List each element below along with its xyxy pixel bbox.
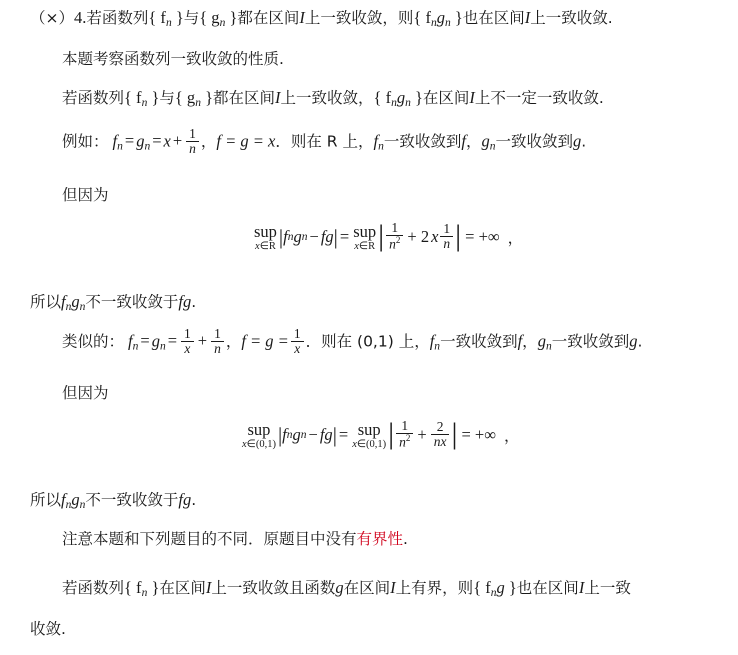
- p10-fn-close: }: [147, 578, 160, 597]
- p10-fg-close: }: [504, 578, 517, 597]
- paragraph-6-example: [62, 328, 642, 357]
- paragraph-4-text: 但因为: [62, 186, 109, 204]
- f1-minus: −: [309, 227, 319, 247]
- p6-frac2-den: [211, 341, 224, 356]
- f1-equals-infinity: = +∞: [465, 227, 500, 247]
- paragraph-2: [62, 88, 604, 111]
- p3-g-sub: n: [144, 140, 151, 153]
- p10-text-g: 上一致: [584, 579, 631, 597]
- p3-tail-a: 则在 R 上，: [290, 132, 374, 151]
- f2-big-abs-close: |: [451, 417, 458, 451]
- p8-fg: fg: [178, 490, 192, 509]
- p2-text-e: 在区间: [422, 89, 470, 107]
- p6-tail-b: 一致收敛到: [440, 332, 518, 351]
- p6-frac2-num: 1: [214, 326, 221, 341]
- p10-fg-open: { f: [473, 578, 491, 597]
- p2-gn-close: }: [200, 88, 213, 107]
- p10-fn-open: { f: [124, 578, 142, 597]
- p8-text-b: 不一致收敛于: [85, 491, 179, 509]
- p3-tail-b: 一致收敛到: [383, 132, 462, 151]
- paragraph-4: [62, 186, 109, 205]
- p10-text-a: 若函数列: [62, 579, 125, 597]
- p2-fg-close: }: [410, 88, 423, 107]
- paragraph-9-note: [62, 530, 408, 549]
- f1-big-abs-open: |: [378, 219, 385, 253]
- f2-big-abs-open: |: [388, 417, 395, 451]
- f1-sup-limit-2: x∈R: [354, 240, 376, 252]
- p10-fn-sub: n: [141, 587, 148, 600]
- p3-f: f: [112, 131, 118, 151]
- p6-frac3-num: 1: [293, 326, 301, 341]
- paragraph-5: [30, 292, 196, 315]
- p10-interval-1: I: [205, 578, 212, 597]
- p6-label: 类似的：: [62, 332, 125, 351]
- answer-mark: （×）: [30, 9, 74, 27]
- p8-text-c: .: [191, 491, 197, 509]
- p3-comma-2: ．: [275, 132, 291, 151]
- p8-f: f: [61, 490, 66, 509]
- p3-tail-d: .: [581, 132, 587, 151]
- p2-gn-open: { g: [174, 88, 196, 107]
- p2-interval-1: I: [275, 88, 281, 107]
- p6-tail-gn-sub: n: [545, 340, 552, 353]
- p10-fg-g: g: [496, 578, 505, 597]
- p2-fn-close: }: [147, 88, 160, 107]
- p10-text-b: 在区间: [159, 579, 206, 597]
- paragraph-10: [62, 578, 631, 601]
- p3-plus: +: [172, 131, 183, 151]
- title-text-f: 上一致收敛.: [530, 9, 613, 27]
- p6-fraction-1-over-x: [181, 327, 194, 356]
- p6-tail-fn: f: [429, 331, 435, 351]
- p5-f-sub: n: [65, 301, 72, 314]
- f2-abs-open: |: [277, 423, 283, 448]
- p8-text-a: 所以: [30, 491, 62, 509]
- p6-tail-d: .: [637, 332, 643, 351]
- p3-g: g: [136, 131, 145, 151]
- f1-sup-text-1: sup: [254, 222, 277, 242]
- p3-f-sub: n: [117, 140, 123, 153]
- p3-frac-num: 1: [189, 126, 196, 141]
- f1-f: f: [283, 227, 288, 247]
- title-text-c: 都在区间: [237, 9, 300, 27]
- p3-tail-g: g: [573, 131, 582, 151]
- p10-fg-sub: n: [490, 587, 497, 600]
- f2-fraction-2-over-nx: [431, 420, 450, 449]
- f2-sup-limit-1: x∈(0,1): [242, 438, 276, 450]
- f2-frac2-den: [431, 434, 450, 449]
- f2-g-sub: n: [300, 429, 307, 442]
- f2-minus: −: [308, 425, 318, 445]
- p2-fn-open: { f: [124, 88, 142, 107]
- f1-sup-operator-1: [254, 223, 277, 251]
- p6-eq-1: =: [140, 331, 150, 351]
- p5-g: g: [71, 292, 80, 311]
- f1-plus-2x: + 2: [407, 227, 430, 247]
- p3-x: x: [163, 131, 171, 151]
- f2-frac1-den: $n^2$: [396, 433, 413, 450]
- p6-comma-2: ．: [305, 332, 322, 351]
- p8-g: g: [71, 490, 80, 509]
- p6-fraction-1-over-x-2: [291, 327, 304, 356]
- f2-trailing-comma: ，: [504, 427, 520, 446]
- set-gn-open: { g: [199, 8, 220, 27]
- f2-sup-text-2: sup: [357, 420, 381, 440]
- p3-comma-3: ，: [465, 132, 482, 151]
- p2-fg-sub1: n: [391, 97, 397, 110]
- p6-g: g: [151, 331, 160, 351]
- p3-tail-gn: g: [481, 131, 490, 151]
- paragraph-7-text: 但因为: [62, 384, 109, 402]
- f1-fraction-1-over-n: [440, 222, 453, 251]
- p2-interval-2: I: [469, 88, 475, 107]
- p6-frac1-den-text: x: [184, 341, 191, 357]
- p6-tail-f: f: [517, 331, 523, 351]
- p6-f-sub: n: [132, 340, 139, 353]
- set-fg-close: }: [450, 8, 463, 27]
- p10-interval-3: I: [578, 578, 585, 597]
- set-gn-close: }: [225, 8, 238, 27]
- p6-comma-1: ，: [225, 332, 242, 351]
- f2-plus: +: [417, 425, 427, 445]
- question-title-line: [30, 8, 613, 31]
- f1-big-abs-close: |: [455, 219, 462, 253]
- paragraph-11-text: 收敛.: [30, 620, 66, 638]
- set-gn-sub: n: [219, 17, 226, 30]
- f2-sup-operator-2: [352, 421, 386, 449]
- f2-frac2-num: 2: [436, 418, 444, 434]
- p10-g: g: [335, 578, 344, 597]
- p3-frac-den-text: n: [189, 141, 196, 157]
- p5-text-a: 所以: [30, 293, 62, 311]
- f2-equals-infinity: = +∞: [461, 425, 496, 445]
- p3-tail-fn: f: [373, 131, 379, 151]
- p2-fg-open: { f: [373, 88, 392, 107]
- p6-fraction-1-over-n: [211, 327, 224, 356]
- p9-highlight-term: 有界性: [356, 530, 404, 548]
- p2-fg-sub2: n: [405, 97, 411, 110]
- paragraph-1-text: 本题考察函数列一致收敛的性质.: [62, 50, 284, 68]
- p6-eq-fg: f = g =: [241, 331, 289, 351]
- f2-g: g: [292, 425, 301, 445]
- p6-frac1-den: [181, 341, 194, 356]
- p2-text-f: 上不一定一致收敛.: [474, 89, 604, 107]
- set-fg-mid: g: [436, 8, 445, 27]
- title-text-a: 若函数列: [86, 9, 149, 27]
- p2-text-c: 都在区间: [213, 89, 276, 107]
- p3-label: 例如：: [62, 132, 109, 151]
- p3-fraction-1-over-n: [186, 127, 199, 156]
- set-fg-sub2: n: [444, 17, 451, 30]
- p2-text-b: 与: [159, 89, 175, 107]
- paragraph-11: [30, 620, 66, 639]
- set-fn-close: }: [171, 8, 184, 27]
- p2-text-a: 若函数列: [62, 89, 125, 107]
- paragraph-8: [30, 490, 196, 513]
- p6-eq-2: =: [167, 331, 178, 351]
- p3-eq-fgx: f = g = x: [216, 131, 276, 151]
- f1-sup-operator-2: [353, 223, 376, 251]
- f2-sup-operator-1: [242, 421, 276, 449]
- f2-f-sub: n: [286, 429, 293, 442]
- f1-trailing-comma: ，: [507, 229, 524, 248]
- p2-fn-sub: n: [141, 97, 148, 110]
- f2-fraction-1-over-n2: [396, 419, 413, 450]
- p8-g-sub: n: [79, 499, 86, 512]
- f2-fg: fg: [319, 425, 333, 445]
- p3-tail-fn-sub: n: [378, 140, 384, 153]
- p6-frac1-num: 1: [184, 326, 191, 341]
- f1-sup-limit-1: x∈R: [255, 240, 276, 252]
- f1-fraction-1-over-n2: [386, 221, 403, 252]
- p3-tail-c: 一致收敛到: [495, 132, 574, 151]
- p3-comma-1: ，: [200, 132, 217, 151]
- p5-fg: fg: [178, 292, 192, 311]
- p6-f: f: [128, 331, 133, 351]
- set-fg-sub1: n: [430, 17, 437, 30]
- f1-frac2-num: 1: [443, 220, 451, 236]
- f1-frac2-den: [440, 236, 453, 251]
- p5-text-c: .: [191, 293, 197, 311]
- formula-1: [252, 219, 524, 253]
- p6-tail-fn-sub: n: [434, 340, 441, 353]
- paragraph-1: [62, 50, 284, 69]
- f2-frac2-den-text: nx: [433, 433, 447, 449]
- question-number: 4.: [74, 8, 87, 27]
- interval-i-2: I: [524, 8, 531, 27]
- p10-text-c: 上一致收敛且函数: [211, 579, 336, 597]
- p3-tail-gn-sub: n: [489, 140, 496, 153]
- f1-g-sub: n: [301, 231, 308, 244]
- f1-sup-text-2: sup: [353, 222, 377, 242]
- paragraph-7: [62, 384, 109, 403]
- f2-abs-close: |: [332, 423, 337, 448]
- f1-frac2-den-text: n: [443, 235, 451, 251]
- f2-equals: =: [338, 425, 349, 445]
- p2-text-d: 上一致收敛，: [280, 89, 374, 107]
- p6-comma-3: ，: [522, 332, 538, 351]
- paragraph-3-example: [62, 128, 586, 157]
- formula-2: [240, 417, 520, 451]
- f1-abs-close: |: [333, 225, 338, 250]
- p10-text-d: 在区间: [343, 579, 391, 597]
- p6-frac3-den: [291, 341, 304, 356]
- f1-abs-open: |: [278, 225, 284, 250]
- p5-g-sub: n: [79, 301, 86, 314]
- p3-frac-den: [186, 141, 199, 156]
- p5-text-b: 不一致收敛于: [85, 293, 179, 311]
- set-fn-sub: n: [165, 17, 172, 30]
- p8-f-sub: n: [65, 499, 72, 512]
- p2-gn-sub: n: [195, 97, 201, 110]
- p6-frac3-den-text: x: [294, 341, 301, 357]
- p5-f: f: [61, 292, 66, 311]
- p6-g-sub: n: [159, 340, 166, 353]
- p6-tail-a: 则在 (0,1) 上，: [321, 332, 430, 351]
- set-fg-open: { f: [413, 8, 431, 27]
- p6-tail-gn: g: [537, 331, 546, 351]
- p10-text-f: 也在区间: [516, 579, 579, 597]
- f2-frac1-num: 1: [401, 418, 409, 433]
- p10-text-e: 上有界，则: [395, 579, 474, 597]
- interval-i-1: I: [299, 8, 305, 27]
- f1-equals: =: [339, 227, 350, 247]
- p2-fg-mid: g: [396, 88, 406, 107]
- p6-tail-g: g: [629, 331, 638, 351]
- p3-eq-2: =: [152, 131, 162, 151]
- f2-f: f: [282, 425, 287, 445]
- title-text-e: 也在区间: [462, 9, 525, 27]
- p9-text-a: 注意本题和下列题目的不同．原题目中没有: [62, 530, 357, 548]
- f2-sup-text-1: sup: [247, 420, 271, 440]
- set-fn-open: { f: [148, 8, 166, 27]
- f1-x: x: [431, 227, 439, 247]
- title-text-d: 上一致收敛，则: [304, 9, 414, 27]
- f1-g: g: [293, 227, 302, 247]
- f1-frac1-num: 1: [391, 220, 399, 235]
- f2-sup-limit-2: x∈(0,1): [352, 438, 387, 450]
- p6-tail-c: 一致收敛到: [551, 332, 630, 351]
- p6-plus: +: [197, 331, 208, 351]
- p10-interval-2: I: [390, 578, 396, 597]
- p6-frac2-den-text: n: [214, 341, 221, 357]
- f1-fg: fg: [320, 227, 334, 247]
- f1-frac1-den: $n^2$: [386, 235, 403, 252]
- p3-eq-1: =: [124, 131, 135, 151]
- p9-text-b: .: [403, 530, 408, 548]
- p3-tail-f: f: [461, 131, 466, 151]
- f1-f-sub: n: [287, 231, 294, 244]
- title-text-b: 与: [183, 9, 200, 27]
